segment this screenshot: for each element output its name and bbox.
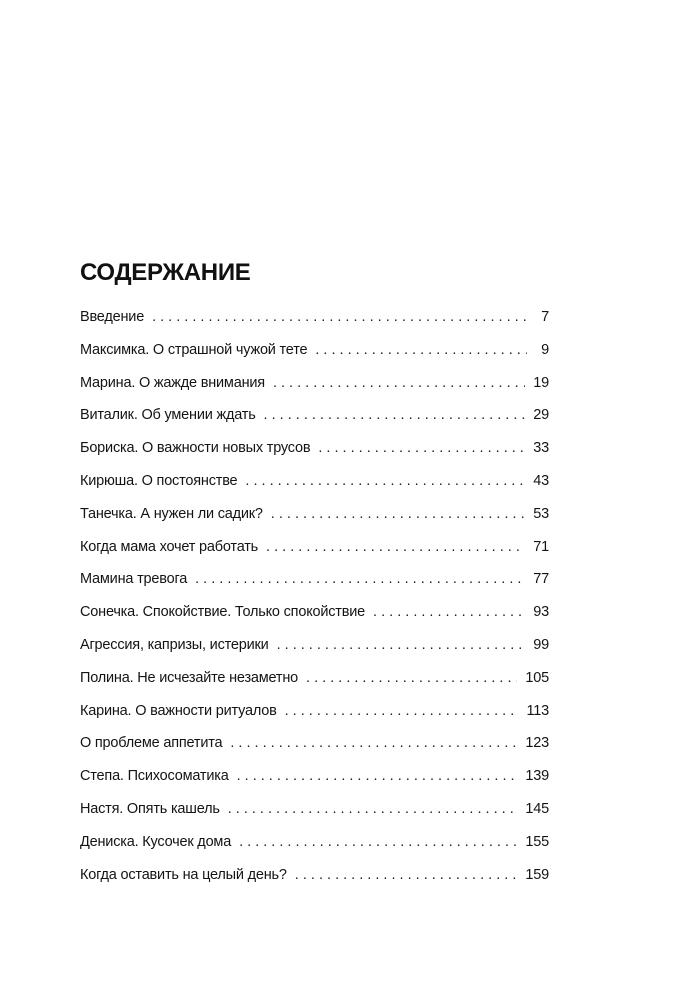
toc-entry (80, 861, 549, 894)
toc-entry-title: О проблеме аппетита (80, 735, 223, 752)
toc-entry (80, 565, 549, 598)
toc-entry (80, 434, 549, 467)
dot-leader (295, 861, 518, 889)
toc-entry-title: Бориска. О важности новых трусов (80, 440, 311, 457)
toc-entry-title: Максимка. О страшной чужой тете (80, 341, 308, 358)
dot-leader (230, 729, 517, 757)
toc-entry (80, 631, 549, 664)
toc-entry-page-number: 29 (533, 407, 549, 424)
toc-entry-page-number: 9 (541, 341, 549, 358)
toc-entry (80, 697, 549, 730)
dot-leader (152, 303, 527, 331)
toc-entry (80, 795, 549, 828)
dot-leader (285, 697, 519, 725)
toc-entry (80, 664, 549, 697)
toc-entry-title: Марина. О жажде внимания (80, 374, 265, 391)
toc-entry-page-number: 159 (525, 866, 549, 883)
toc-entry-title: Виталик. Об умении ждать (80, 407, 256, 424)
toc-entry-title: Степа. Психосоматика (80, 768, 229, 785)
toc-entry-title: Дениска. Кусочек дома (80, 833, 232, 850)
toc-entry-title: Когда оставить на целый день? (80, 866, 287, 883)
toc-entry-page-number: 113 (526, 702, 549, 719)
toc-entry-page-number: 71 (533, 538, 549, 555)
toc-entry-title: Введение (80, 309, 145, 325)
dot-leader (273, 369, 525, 397)
toc-entry-page-number: 145 (525, 800, 549, 817)
toc-entry-page-number: 139 (525, 768, 549, 785)
dot-leader (277, 631, 526, 659)
dot-leader (266, 533, 525, 561)
toc-entry-page-number: 43 (533, 472, 549, 489)
toc-entry (80, 336, 549, 369)
dot-leader (195, 565, 525, 593)
toc-entry-page-number: 105 (525, 669, 549, 686)
toc-entry-title: Кирюша. О постоянстве (80, 472, 238, 489)
dot-leader (237, 762, 518, 790)
toc-entry (80, 369, 549, 402)
toc-entry (80, 303, 549, 336)
toc-entry (80, 729, 549, 762)
toc-entry-page-number: 155 (525, 833, 549, 850)
toc-entry-page-number: 99 (533, 636, 549, 653)
toc-entry-title: Настя. Опять кашель (80, 800, 220, 817)
toc-entry-page-number: 123 (525, 735, 549, 752)
dot-leader (271, 500, 525, 528)
dot-leader (264, 401, 526, 429)
toc-entry-page-number: 77 (533, 571, 549, 588)
toc-entry-page-number: 33 (533, 440, 549, 457)
dot-leader (245, 467, 525, 495)
dot-leader (239, 828, 517, 856)
toc-entry (80, 762, 549, 795)
toc-entry-title: Агрессия, капризы, истерики (80, 636, 269, 653)
toc-entry-title: Танечка. А нужен ли садик? (80, 505, 263, 522)
toc-entry (80, 533, 549, 566)
toc-entry-page-number: 53 (533, 505, 549, 522)
toc-entry (80, 401, 549, 434)
toc-entry-title: Сонечка. Спокойствие. Только спокойствие (80, 604, 366, 621)
toc-entry (80, 828, 549, 861)
toc-entry-title: Полина. Не исчезайте незаметно (80, 669, 299, 686)
toc-entry-title: Карина. О важности ритуалов (80, 702, 277, 719)
dot-leader (373, 598, 525, 626)
toc-entry-page-number: 19 (533, 374, 549, 391)
toc-entry-title: Мамина тревога (80, 571, 188, 588)
dot-leader (315, 336, 527, 364)
toc-entry (80, 598, 549, 631)
toc-entry-page-number: 93 (533, 604, 549, 621)
dot-leader (228, 795, 518, 823)
toc-entry (80, 500, 549, 533)
dot-leader (318, 434, 525, 462)
toc-entry-page-number: 7 (541, 309, 549, 325)
toc-entry (80, 467, 549, 500)
contents-heading: СОДЕРЖАНИЕ (80, 259, 251, 286)
table-of-contents (80, 303, 549, 893)
dot-leader (306, 664, 517, 692)
toc-entry-title: Когда мама хочет работать (80, 538, 259, 555)
